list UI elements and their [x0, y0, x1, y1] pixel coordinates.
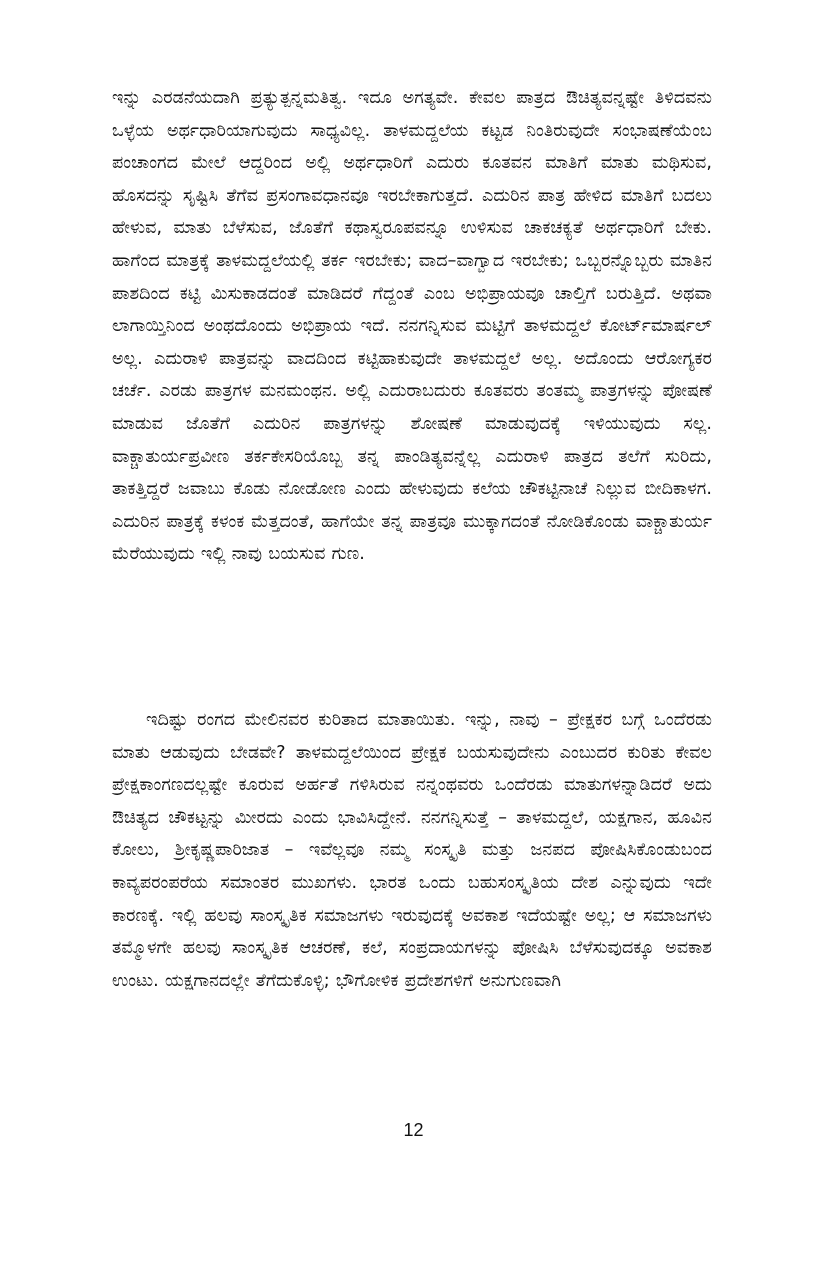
paragraph-2: ಇದಿಷ್ಟು ರಂಗದ ಮೇಲಿನವರ ಕುರಿತಾದ ಮಾತಾಯಿತು. ಇನ್ನು, ನಾವು – ಪ್ರೇಕ್ಷಕರ ಬಗ್ಗೆ ಒಂದೆರಡು ಮಾತು ಆಡುವುದು ಬೇಡವೇ? ತಾಳಮದ್ದಲೆಯಿಂದ ಪ್ರೇಕ್ಷಕ ಬಯಸುವುದೇನು ಎಂಬುದರ ಕುರಿತು ಕೇವಲ ಪ್ರೇಕ್ಷಕಾಂಗಣದಲ್ಲಷ್ಟೇ ಕೂರುವ ಅರ್ಹತೆ ಗಳಿಸಿರುವ ನನ್ನಂಥವರು ಒಂದೆರಡು ಮಾತುಗಳನ್ನಾಡಿದರೆ ಅದು ಔಚಿತ್ಯದ ಚೌಕಟ್ಟನ್ನು ಮೀರದು ಎಂದು ಭಾವಿಸಿದ್ದೇನೆ. ನನಗನ್ನಿಸುತ್ತೆ – ತಾಳಮದ್ದಲೆ, ಯಕ್ಷಗಾನ, ಹೂವಿನ ಕೋಲು, ಶ್ರೀಕೃಷ್ಣಪಾರಿಜಾತ – ಇವೆಲ್ಲವೂ ನಮ್ಮ ಸಂಸ್ಕೃತಿ ಮತ್ತು ಜನಪದ ಪೋಷಿಸಿಕೊಂಡುಬಂದ ಕಾವ್ಯಪರಂಪರೆಯ ಸಮಾಂತರ ಮುಖಗಳು. ಭಾರತ ಒಂದು ಬಹುಸಂಸ್ಕೃತಿಯ ದೇಶ ಎನ್ನುವುದು ಇದೇ ಕಾರಣಕ್ಕೆ. ಇಲ್ಲಿ ಹಲವು ಸಾಂಸ್ಕೃತಿಕ ಸಮಾಜಗಳು ಇರುವುದಕ್ಕೆ ಅವಕಾಶ ಇದೆಯಷ್ಟೇ ಅಲ್ಲ; ಆ ಸಮಾಜಗಳು ತಮ್ಮೊಳಗೇ ಹಲವು ಸಾಂಸ್ಕೃತಿಕ ಆಚರಣೆ, ಕಲೆ, ಸಂಪ್ರದಾಯಗಳನ್ನು ಪೋಷಿಸಿ ಬೆಳೆಸುವುದಕ್ಕೂ ಅವಕಾಶ ಉಂಟು. ಯಕ್ಷಗಾನದಲ್ಲೇ ತೆಗೆದುಕೊಳ್ಳಿ; ಭೌಗೋಳಿಕ ಪ್ರದೇಶಗಳಿಗೆ ಅನುಗುಣವಾಗಿ — [112, 710, 712, 991]
paragraph-1: ಇನ್ನು ಎರಡನೆಯದಾಗಿ ಪ್ರತ್ಯುತ್ಪನ್ನಮತಿತ್ವ. ಇದೂ ಅಗತ್ಯವೇ. ಕೇವಲ ಪಾತ್ರದ ಔಚಿತ್ಯವನ್ನಷ್ಟೇ ತಿಳಿದವನು ಒಳ್ಳೆಯ ಅರ್ಥಧಾರಿಯಾಗುವುದು ಸಾಧ್ಯವಿಲ್ಲ. ತಾಳಮದ್ದಲೆಯ ಕಟ್ಟಡ ನಿಂತಿರುವುದೇ ಸಂಭಾಷಣೆಯೆಂಬ ಪಂಚಾಂಗದ ಮೇಲೆ ಆದ್ದರಿಂದ ಅಲ್ಲಿ ಅರ್ಥಧಾರಿಗೆ ಎದುರು ಕೂತವನ ಮಾತಿಗೆ ಮಾತು ಮಥಿಸುವ, ಹೊಸದನ್ನು ಸೃಷ್ಟಿಸಿ ತೆಗೆವ ಪ್ರಸಂಗಾವಧಾನವೂ ಇರಬೇಕಾಗುತ್ತದೆ. ಎದುರಿನ ಪಾತ್ರ ಹೇಳಿದ ಮಾತಿಗೆ ಬದಲು ಹೇಳುವ, ಮಾತು ಬೆಳೆಸುವ, ಜೊತೆಗೆ ಕಥಾಸ್ವರೂಪವನ್ನೂ ಉಳಿಸುವ ಚಾಕಚಕ್ಯತೆ ಅರ್ಥಧಾರಿಗೆ ಬೇಕು. ಹಾಗೆಂದ ಮಾತ್ರಕ್ಕೆ ತಾಳಮದ್ದಲೆಯಲ್ಲಿ ತರ್ಕ ಇರಬೇಕು; ವಾದ–ವಾಗ್ವಾದ ಇರಬೇಕು; ಒಬ್ಬರನ್ನೊಬ್ಬರು ಮಾತಿನ ಪಾಶದಿಂದ ಕಟ್ಟಿ ಮಿಸುಕಾಡದಂತೆ ಮಾಡಿದರೆ ಗೆದ್ದಂತೆ ಎಂಬ ಅಭಿಪ್ರಾಯವೂ ಚಾಲ್ತಿಗೆ ಬರುತ್ತಿದೆ. ಅಥವಾ ಲಾಗಾಯ್ತಿನಿಂದ ಅಂಥದೊಂದು ಅಭಿಪ್ರಾಯ ಇದೆ. ನನಗನ್ನಿಸುವ ಮಟ್ಟಿಗೆ ತಾಳಮದ್ದಲೆ ಕೋರ್ಟ್‌ಮಾರ್ಷಲ್ ಅಲ್ಲ. ಎದುರಾಳಿ ಪಾತ್ರವನ್ನು ವಾದದಿಂದ ಕಟ್ಟಿಹಾಕುವುದೇ ತಾಳಮದ್ದಲೆ ಅಲ್ಲ. ಅದೊಂದು ಆರೋಗ್ಯಕರ ಚರ್ಚೆ. ಎರಡು ಪಾತ್ರಗಳ ಮನಮಂಥನ. ಅಲ್ಲಿ ಎದುರಾಬದುರು ಕೂತವರು ತಂತಮ್ಮ ಪಾತ್ರಗಳನ್ನು ಪೋಷಣೆ ಮಾಡುವ ಜೊತೆಗೆ ಎದುರಿನ ಪಾತ್ರಗಳನ್ನು ಶೋಷಣೆ ಮಾಡುವುದಕ್ಕೆ ಇಳಿಯುವುದು ಸಲ್ಲ. ವಾಕ್ಚಾತುರ್ಯಪ್ರವೀಣ ತರ್ಕಕೇಸರಿಯೊಬ್ಬ ತನ್ನ ಪಾಂಡಿತ್ಯವನ್ನೆಲ್ಲ ಎದುರಾಳಿ ಪಾತ್ರದ ತಲೆಗೆ ಸುರಿದು, ತಾಕತ್ತಿದ್ದರೆ ಜವಾಬು ಕೊಡು ನೋಡೋಣ ಎಂದು ಹೇಳುವುದು ಕಲೆಯ ಚೌಕಟ್ಟಿನಾಚೆ ನಿಲ್ಲುವ ಬೀದಿಕಾಳಗ. ಎದುರಿನ ಪಾತ್ರಕ್ಕೆ ಕಳಂಕ ಮೆತ್ತದಂತೆ, ಹಾಗೆಯೇ ತನ್ನ ಪಾತ್ರವೂ ಮುಕ್ಕಾಗದಂತೆ ನೋಡಿಕೊಂಡು ವಾಕ್ಚಾತುರ್ಯ ಮೆರೆಯುವುದು ಇಲ್ಲಿ ನಾವು ಬಯಸುವ ಗುಣ. — [112, 88, 712, 565]
page-number: 12 — [403, 1120, 424, 1140]
